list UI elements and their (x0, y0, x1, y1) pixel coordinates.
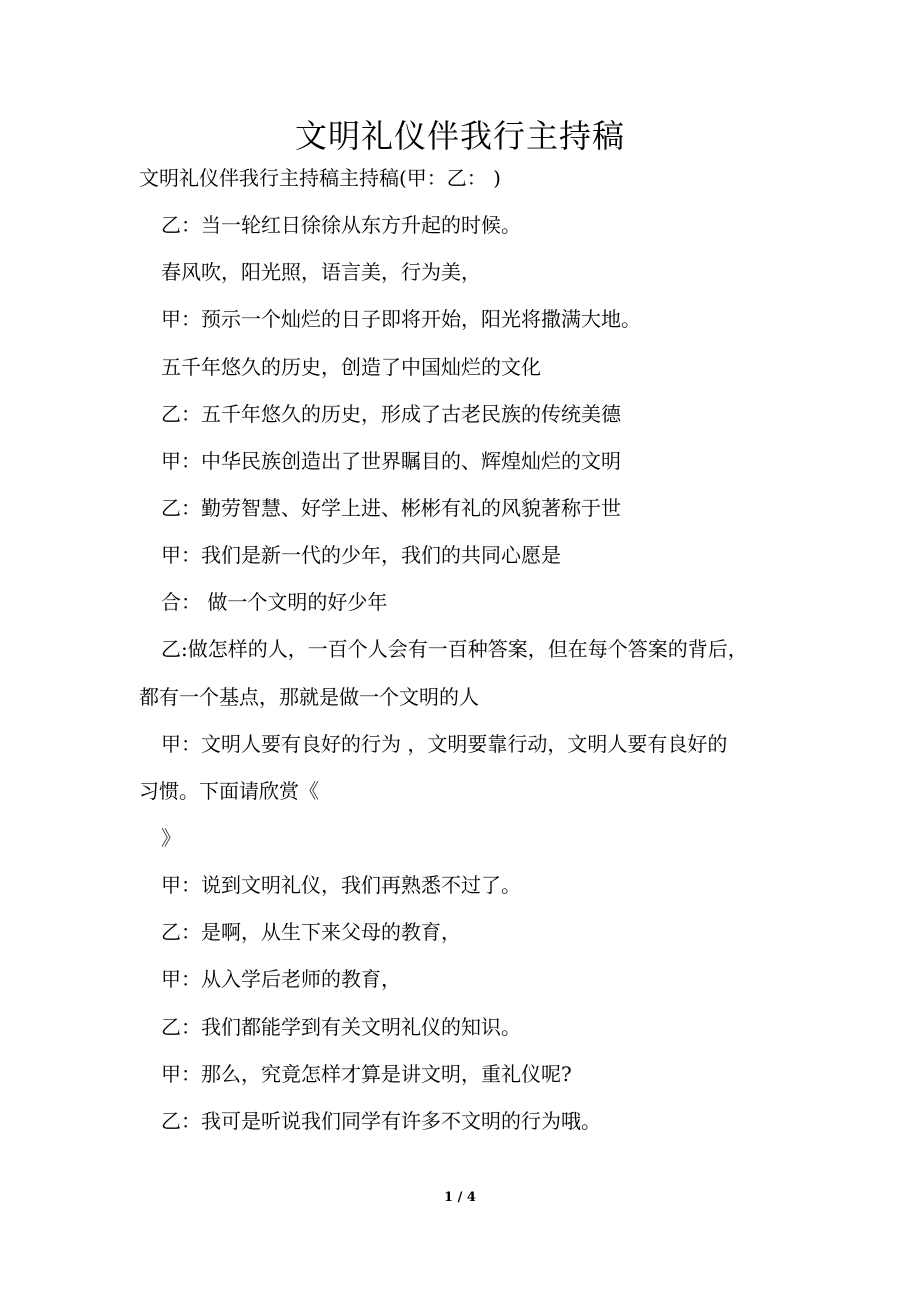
text-line: 》 (161, 825, 181, 850)
text-line: 乙:做怎样的人，一百个人会有一百种答案，但在每个答案的背后， (161, 637, 748, 662)
text-line: 甲：那么，究竟怎样才算是讲文明，重礼仪呢? (161, 1061, 572, 1086)
text-line: 甲：我们是新一代的少年，我们的共同心愿是 (161, 543, 561, 568)
text-line: 乙：我们都能学到有关文明礼仪的知识。 (161, 1014, 521, 1039)
text-line: 甲：说到文明礼仪，我们再熟悉不过了。 (161, 873, 521, 898)
text-line: 甲：从入学后老师的教育， (161, 967, 401, 992)
text-line: 乙：我可是听说我们同学有许多不文明的行为哦。 (161, 1108, 601, 1133)
text-line: 春风吹，阳光照，语言美，行为美， (161, 260, 481, 285)
text-line: 甲：中华民族创造出了世界瞩目的、辉煌灿烂的文明 (161, 448, 621, 473)
text-line: 乙：当一轮红日徐徐从东方升起的时候。 (161, 213, 521, 238)
page-number: 1 / 4 (444, 1190, 476, 1205)
text-line: 乙：五千年悠久的历史，形成了古老民族的传统美德 (161, 401, 621, 426)
text-line: 乙：是啊，从生下来父母的教育， (161, 920, 461, 945)
text-line: 乙：勤劳智慧、好学上进、彬彬有礼的风貌著称于世 (161, 495, 621, 520)
document-title: 文明礼仪伴我行主持稿 (294, 117, 625, 155)
text-line: 文明礼仪伴我行主持稿主持稿(甲：乙： ) (139, 166, 501, 190)
text-line: 都有一个基点，那就是做一个文明的人 (139, 684, 479, 709)
text-line: 五千年悠久的历史，创造了中国灿烂的文化 (161, 354, 541, 379)
text-line: 合： 做一个文明的好少年 (161, 590, 388, 615)
text-line: 甲：预示一个灿烂的日子即将开始，阳光将撒满大地。 (161, 307, 641, 332)
document-body (139, 164, 789, 1154)
text-line: 习惯。下面请欣赏《 (139, 778, 319, 803)
text-line: 甲：文明人要有良好的行为 ，文明要靠行动，文明人要有良好的 (161, 731, 728, 756)
